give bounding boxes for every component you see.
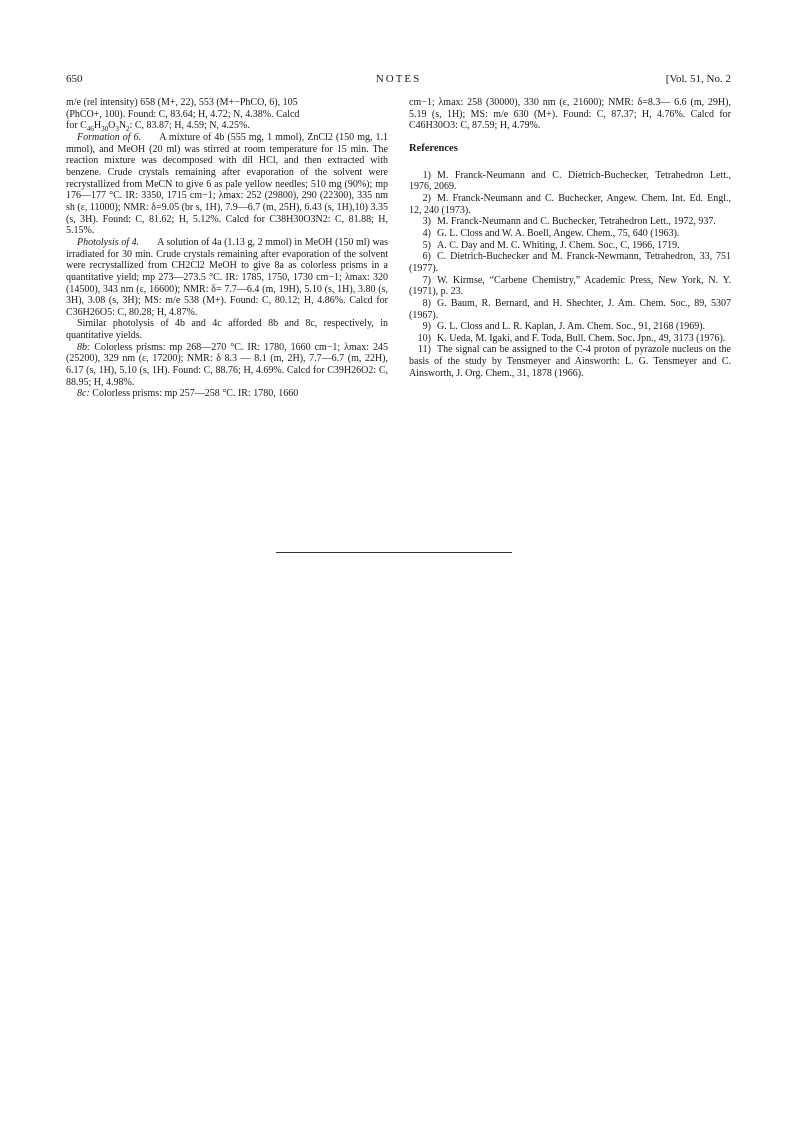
reference-number: 6) <box>422 251 431 263</box>
reference-item <box>409 251 731 274</box>
compound-8c-text: Colorless prisms: mp 257—258 °C. IR: 1780, 1660 <box>92 388 299 400</box>
compound-8b-text: Colorless prisms: mp 268—270 °C. IR: 1780, 1660 cm−1; λmax: 245 (25200), 329 nm (ε, 17200); NMR: δ 8.3 — 8.1 (m, 2H), 7.7—6.7 (m, 22H), 6.17 (s, 1H), 5.10 (s, 1H). Found: C, 88.76; H, 4.69%. Calcd for C39H26O2: C, 88.95; H, 4.98%. <box>66 341 389 388</box>
reference-item <box>409 333 731 345</box>
ms-data-line: (PhCO+, 100). Found: C, 83.64; H, 4.72; N, 4.38%. Calcd <box>66 108 300 120</box>
reference-number: 1) <box>422 169 431 181</box>
reference-item <box>409 170 731 193</box>
reference-item <box>409 298 731 321</box>
reference-text: C. Dietrich-Buchecker and M. Franck-Newmann, Tetrahedron, 33, 751 (1977). <box>409 251 731 274</box>
reference-item <box>409 228 731 240</box>
reference-number: 10) <box>417 332 431 344</box>
formation-heading: Formation of 6. <box>77 131 142 143</box>
reference-text: M. Franck-Neumann and C. Buchecker, Angew. Chem. Int. Ed. Engl., 12, 240 (1973). <box>409 192 731 216</box>
compound-8c-paragraph <box>66 388 388 400</box>
reference-number: 5) <box>422 239 431 251</box>
reference-text: G. Baum, R. Bernard, and H. Shechter, J. Am. Chem. Soc., 89, 5307 (1967). <box>409 297 731 321</box>
reference-text: The signal can be assigned to the C-4 proton of pyrazole nucleus on the basis of the study by Tensmeyer and Ainsworth: L. G. Tensmeyer and C. Ainsworth, J. Org. Chem., 31, 1878 (1966). <box>409 344 731 379</box>
reference-text: A. C. Day and M. C. Whiting, J. Chem. Soc., C, 1966, 1719. <box>437 239 680 251</box>
volume-info: [Vol. 51, No. 2 <box>665 73 731 85</box>
running-head <box>66 72 731 86</box>
reference-number: 9) <box>422 321 431 333</box>
page-number: 650 <box>66 73 83 85</box>
reference-item <box>409 240 731 252</box>
section-title: NOTES <box>375 73 422 85</box>
reference-item <box>409 344 731 379</box>
reference-number: 3) <box>422 216 431 228</box>
reference-item <box>409 321 731 333</box>
compound-8b-paragraph <box>66 342 388 389</box>
references-heading: References <box>409 142 458 154</box>
reference-text: W. Kirmse, “Carbene Chemistry,” Academic Press, New York, N. Y. (1971), p. 23. <box>409 274 731 298</box>
reference-text: G. L. Closs and W. A. Boell, Angew. Chem., 75, 640 (1963). <box>437 227 680 239</box>
end-rule <box>276 552 512 553</box>
reference-number: 11) <box>418 344 431 356</box>
left-column <box>66 97 388 400</box>
reference-number: 8) <box>422 297 431 309</box>
reference-item <box>409 216 731 228</box>
ms-data-line: m/e (rel intensity) 658 (M+, 22), 553 (M+−PhCO, 6), 105 <box>66 97 298 108</box>
compound-8c-continuation: cm−1; λmax: 258 (30000), 330 nm (ε, 21600); NMR: δ=8.3— 6.6 (m, 29H), 5.19 (s, 1H); MS: m/e 630 (M+). Found: C, 87.37; H, 4.76%. Calcd for C46H30O3: C, 87.59; H, 4.79%. <box>409 97 731 132</box>
reference-text: M. Franck-Neumann and C. Dietrich-Buchecker, Tetrahedron Lett., 1976, 2069. <box>409 169 731 193</box>
reference-item <box>409 193 731 216</box>
reference-number: 2) <box>422 192 431 204</box>
compound-8b-heading: 8b: <box>77 341 91 353</box>
formation-paragraph <box>66 132 388 237</box>
reference-text: K. Ueda, M. Igaki, and F. Toda, Bull. Chem. Soc. Jpn., 49, 3173 (1976). <box>437 332 726 344</box>
ms-data-line: for $C_{46}H_{30}O_3N_2$: C, 83.87; H, 4.59; N, 4.25%. <box>66 120 250 134</box>
photolysis-heading: Photolysis of 4. <box>77 236 140 248</box>
reference-number: 4) <box>422 227 431 239</box>
photolysis-paragraph <box>66 237 388 319</box>
reference-number: 7) <box>422 274 431 286</box>
compound-8c-heading: 8c: <box>77 388 90 400</box>
formation-text: A mixture of 4b (555 mg, 1 mmol), ZnCl2 (150 mg, 1.1 mmol), and MeOH (20 ml) was stirred at room temperature for 15 min. The reaction mixture was decomposed with dil HCl, and then extracted with benzene. Crude crystals remaining after evaporation of the solvent were recrystallized from MeCN to give 6 as pale yellow needles; 510 mg (90%); mp 176—177 °C. IR: 3350, 1715 cm−1; λmax: 252 (29800), 290 (22300), 335 nm sh (ε, 11000); NMR: δ=9.05 (br s, 1H), 7.9—6.7 (m, 25H), 6.43 (s, 1H),10) 3.35 (s, 3H). Found: C, 81.62; H, 5.12%. Calcd for C38H30O3N2: C, 81.88; H, 5.15%. <box>66 131 389 237</box>
reference-text: M. Franck-Neumann and C. Buchecker, Tetrahedron Lett., 1972, 937. <box>437 216 716 228</box>
photolysis-text: A solution of 4a (1.13 g, 2 mmol) in MeOH (150 ml) was irradiated for 30 min. Crude crystals remaining after evaporation of the solvent were recrystallized from CH2Cl2 MeOH to give 8a as colorless prisms in a quantitative yield; mp 273—273.5 °C. IR: 1785, 1750, 1730 cm−1; λmax: 320 (14500), 343 nm (ε, 16600); NMR: δ= 7.7—6.4 (m, 19H), 5.10 (s, 1H), 3.80 (s, 3H), 3.08 (s, 3H); MS: m/e 538 (M+). Found: C, 80.12; H, 4.86%. Calcd for C36H26O5: C, 80.28; H, 4.87%. <box>66 236 388 318</box>
reference-item <box>409 275 731 298</box>
references-list <box>409 170 731 380</box>
reference-text: G. L. Closs and L. R. Kaplan, J. Am. Chem. Soc., 91, 2168 (1969). <box>437 321 706 333</box>
similar-photolysis-paragraph: Similar photolysis of 4b and 4c afforded 8b and 8c, respectively, in quantitative yields. <box>66 318 388 342</box>
right-column <box>409 97 731 379</box>
